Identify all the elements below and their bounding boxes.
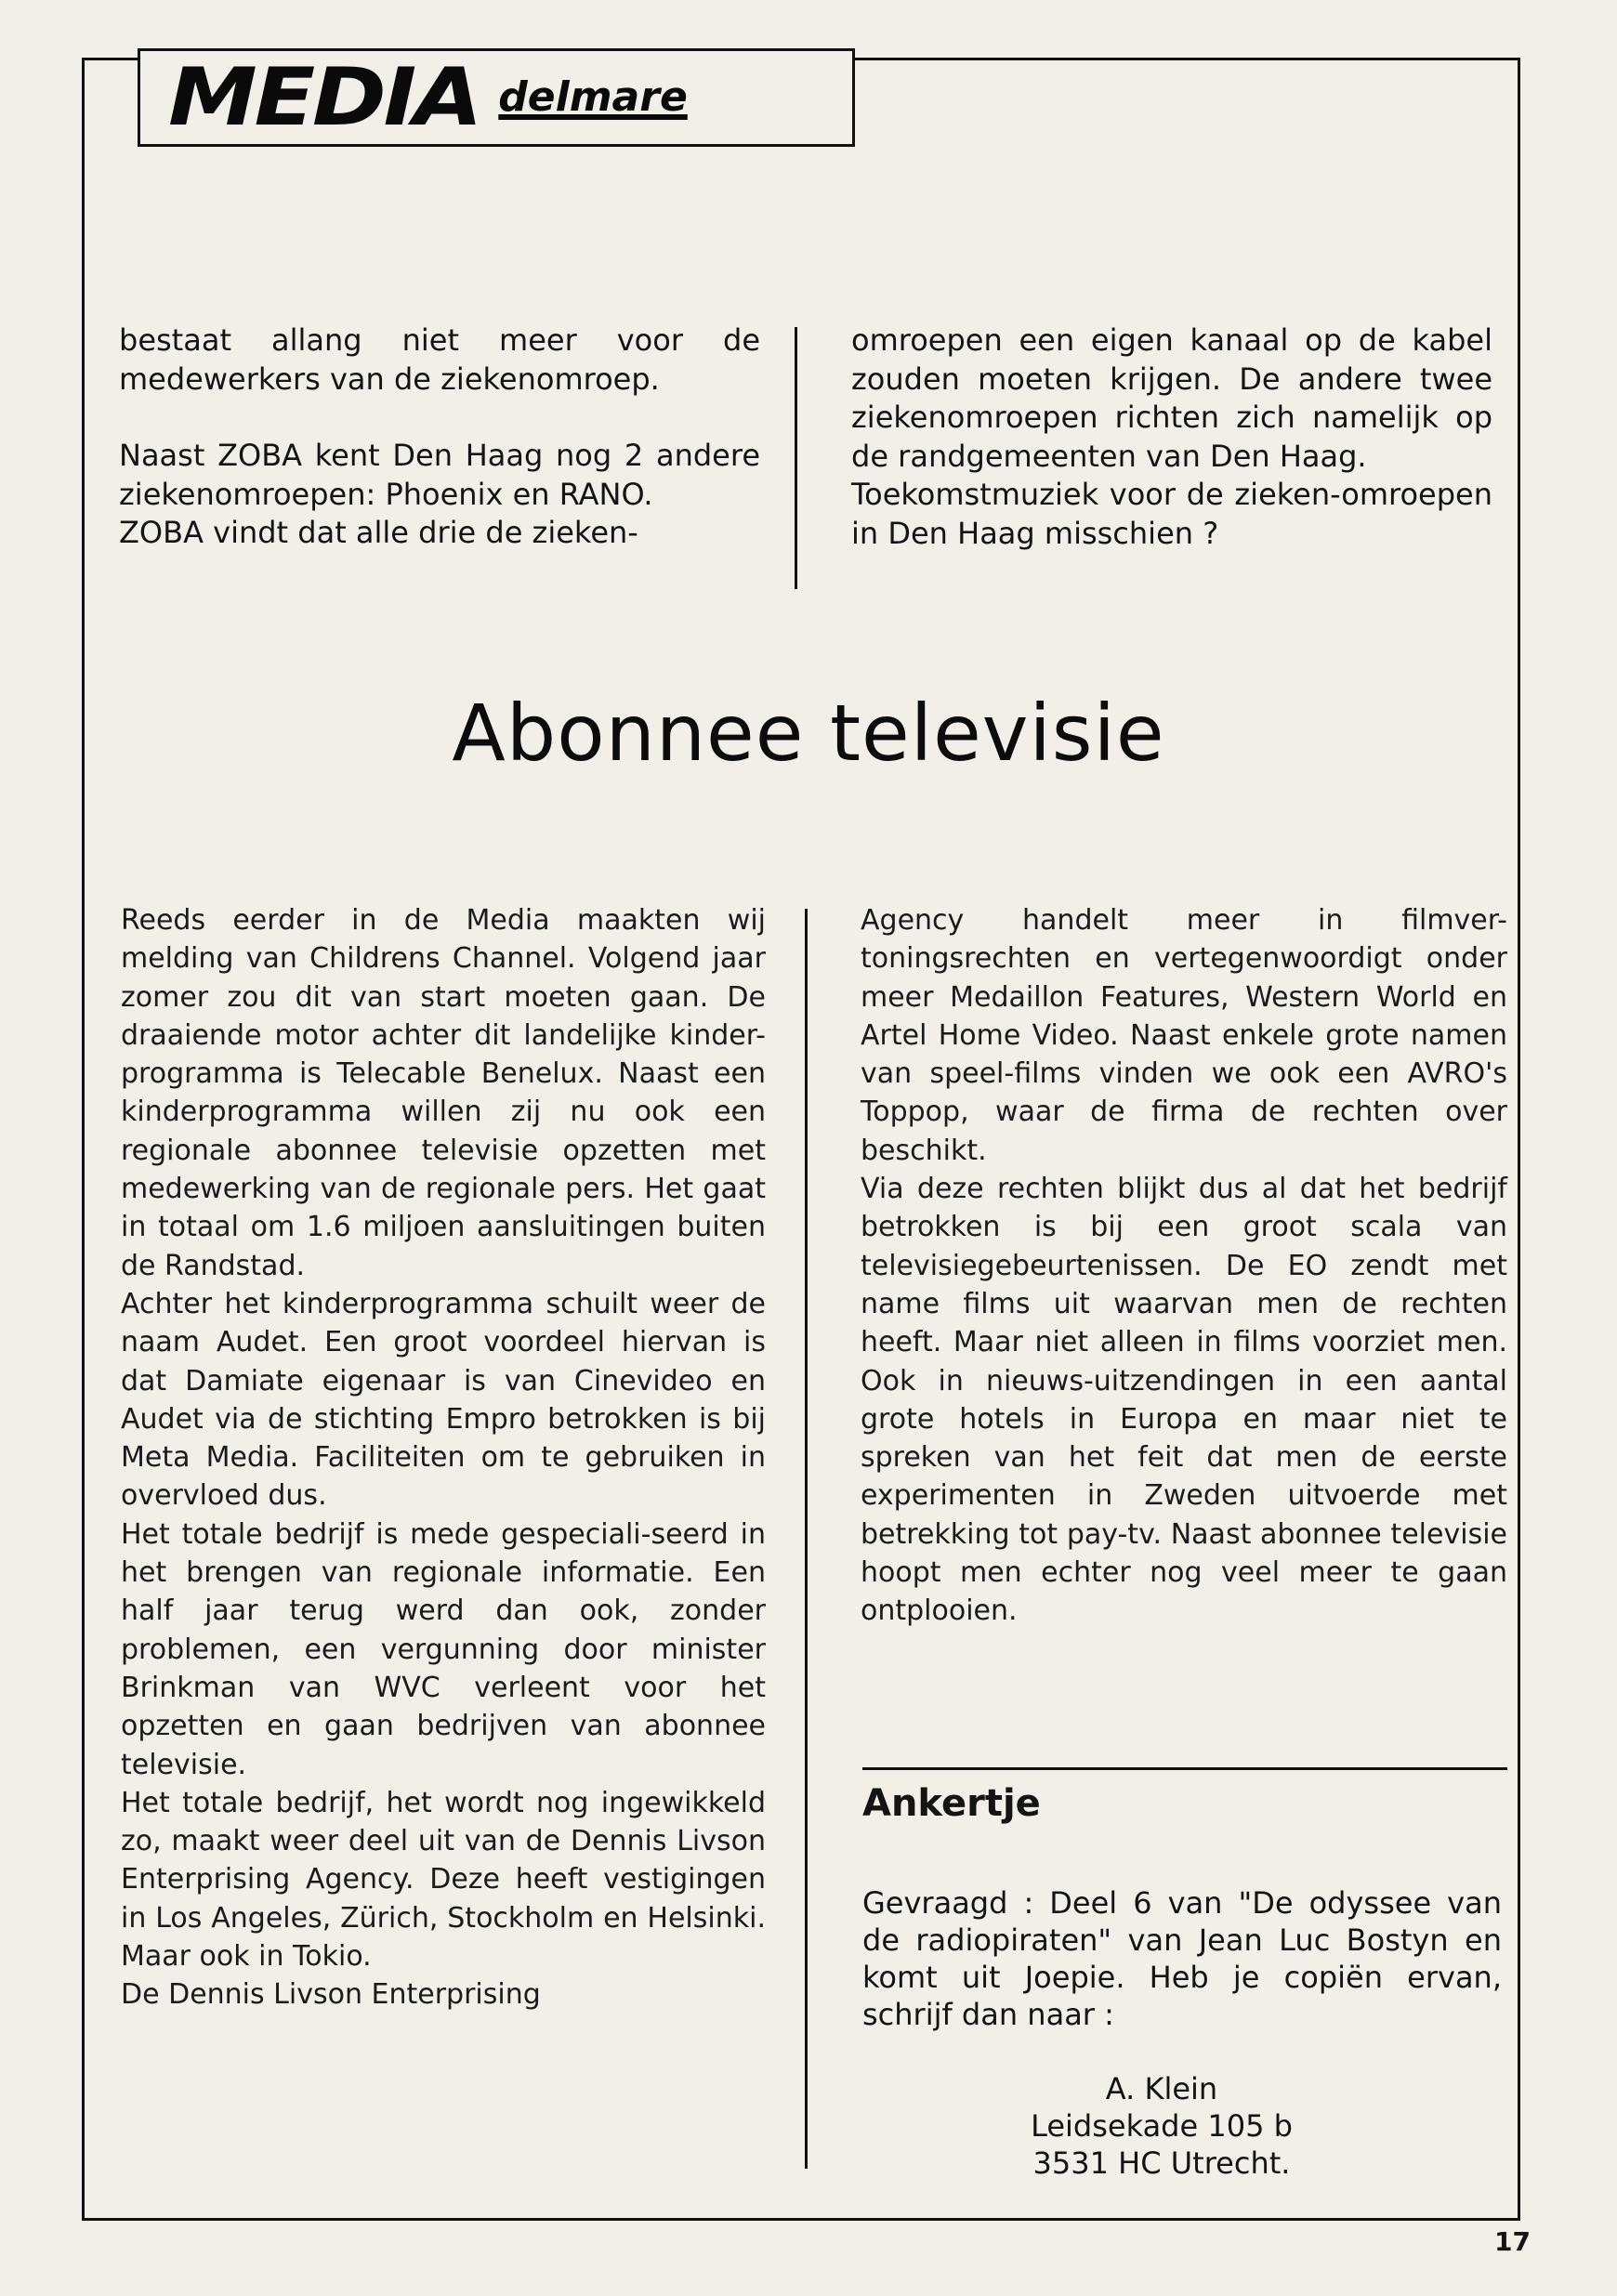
article-right-column: [861, 901, 1507, 1631]
top-right-p1: omroepen een eigen kanaal op de kabel zouden moeten krijgen. De andere twee ziekenomroepen richten zich namelijk op de randgemeenten van Den Haag.: [851, 322, 1492, 474]
ankertje-address: [966, 2070, 1357, 2182]
top-left-p1: bestaat allang niet meer voor de medewerkers van de ziekenomroep.: [119, 322, 760, 397]
article-headline: Abonnee televisie: [452, 688, 1165, 779]
address-name: A. Klein: [1105, 2071, 1218, 2106]
ankertje-rule: [862, 1767, 1507, 1770]
article-left-p2: Achter het kinderprogramma schuilt weer de naam Audet. Een groot voordeel hiervan is dat Damiate eigenaar is van Cinevideo en Audet via de stichting Empro betrokken is bij Meta Media. Faciliteiten om te gebruiken in overvloed dus.: [121, 1287, 766, 1513]
article-left-p3: Het totale bedrijf is mede gespeciali-seerd in het brengen van regionale informatie. Een half jaar terug werd dan ook, zonder problemen, een vergunning door minister Brinkman van WVC verleent voor het opzetten en gaan bedrijven van abonnee televisie.: [121, 1517, 766, 1781]
top-right-p2: Toekomstmuziek voor de zieken-omroepen in Den Haag misschien ?: [851, 477, 1492, 551]
ankertje-text: [862, 1884, 1502, 2033]
article-left-p4: Het totale bedrijf, het wordt nog ingewikkeld zo, maakt weer deel uit van de Dennis Livson Enterprising Agency. Deze heeft vestigingen in Los Angeles, Zürich, Stockholm en Helsinki. Maar ook in Tokio.: [121, 1786, 766, 1974]
address-street: Leidsekade 105 b: [1031, 2108, 1293, 2144]
masthead-sub: delmare: [498, 73, 688, 121]
article-column-divider: [805, 909, 808, 2169]
ankertje-body: Gevraagd : Deel 6 van "De odyssee van de radiopiraten" van Jean Luc Bostyn en komt uit Joepie. Heb je copiën ervan, schrijf dan naar :: [862, 1885, 1502, 2032]
masthead-media: MEDIA: [168, 51, 480, 144]
ankertje-title: Ankertje: [862, 1782, 1041, 1825]
top-column-divider: [795, 327, 797, 589]
article-left-p1: Reeds eerder in de Media maakten wij melding van Childrens Channel. Volgend jaar zomer zou dit van start moeten gaan. De draaiende motor achter dit landelijke kinder-programma is Telecable Benelux. Naast een kinderprogramma willen zij nu ook een regionale abonnee televisie opzetten met medewerking van de regionale pers. Het gaat in totaal om 1.6 miljoen aansluitingen buiten de Randstad.: [121, 904, 766, 1282]
page-number: 17: [1494, 2226, 1531, 2257]
top-left-p3: ZOBA vindt dat alle drie de zieken-: [119, 515, 638, 550]
top-left-column: [119, 321, 760, 553]
article-left-column: [121, 901, 766, 2014]
masthead: [138, 48, 855, 147]
article-right-p1: Agency handelt meer in filmver-toningsrechten en vertegenwoordigt onder meer Medaillon Features, Western World en Artel Home Video. Naast enkele grote namen van speel-films vinden we ook een AVRO's Toppop, waar de firma de rechten over beschikt.: [861, 904, 1507, 1167]
top-left-p2: Naast ZOBA kent Den Haag nog 2 andere ziekenomroepen: Phoenix en RANO.: [119, 438, 760, 512]
article-left-p5: De Dennis Livson Enterprising: [121, 1978, 541, 2012]
address-city: 3531 HC Utrecht.: [1032, 2145, 1291, 2181]
article-right-p2: Via deze rechten blijkt dus al dat het bedrijf betrokken is bij een groot scala van televisiegebeurtenissen. De EO zendt met name films uit waarvan men de rechten heeft. Maar niet alleen in films voorziet men. Ook in nieuws-uitzendingen in een aantal grote hotels in Europa en maar niet te spreken van het feit dat men de eerste experimenten in Zweden uitvoerde met betrekking tot pay-tv. Naast abonnee televisie hoopt men echter nog veel meer te gaan ontplooien.: [861, 1173, 1507, 1628]
top-right-column: [851, 321, 1492, 553]
